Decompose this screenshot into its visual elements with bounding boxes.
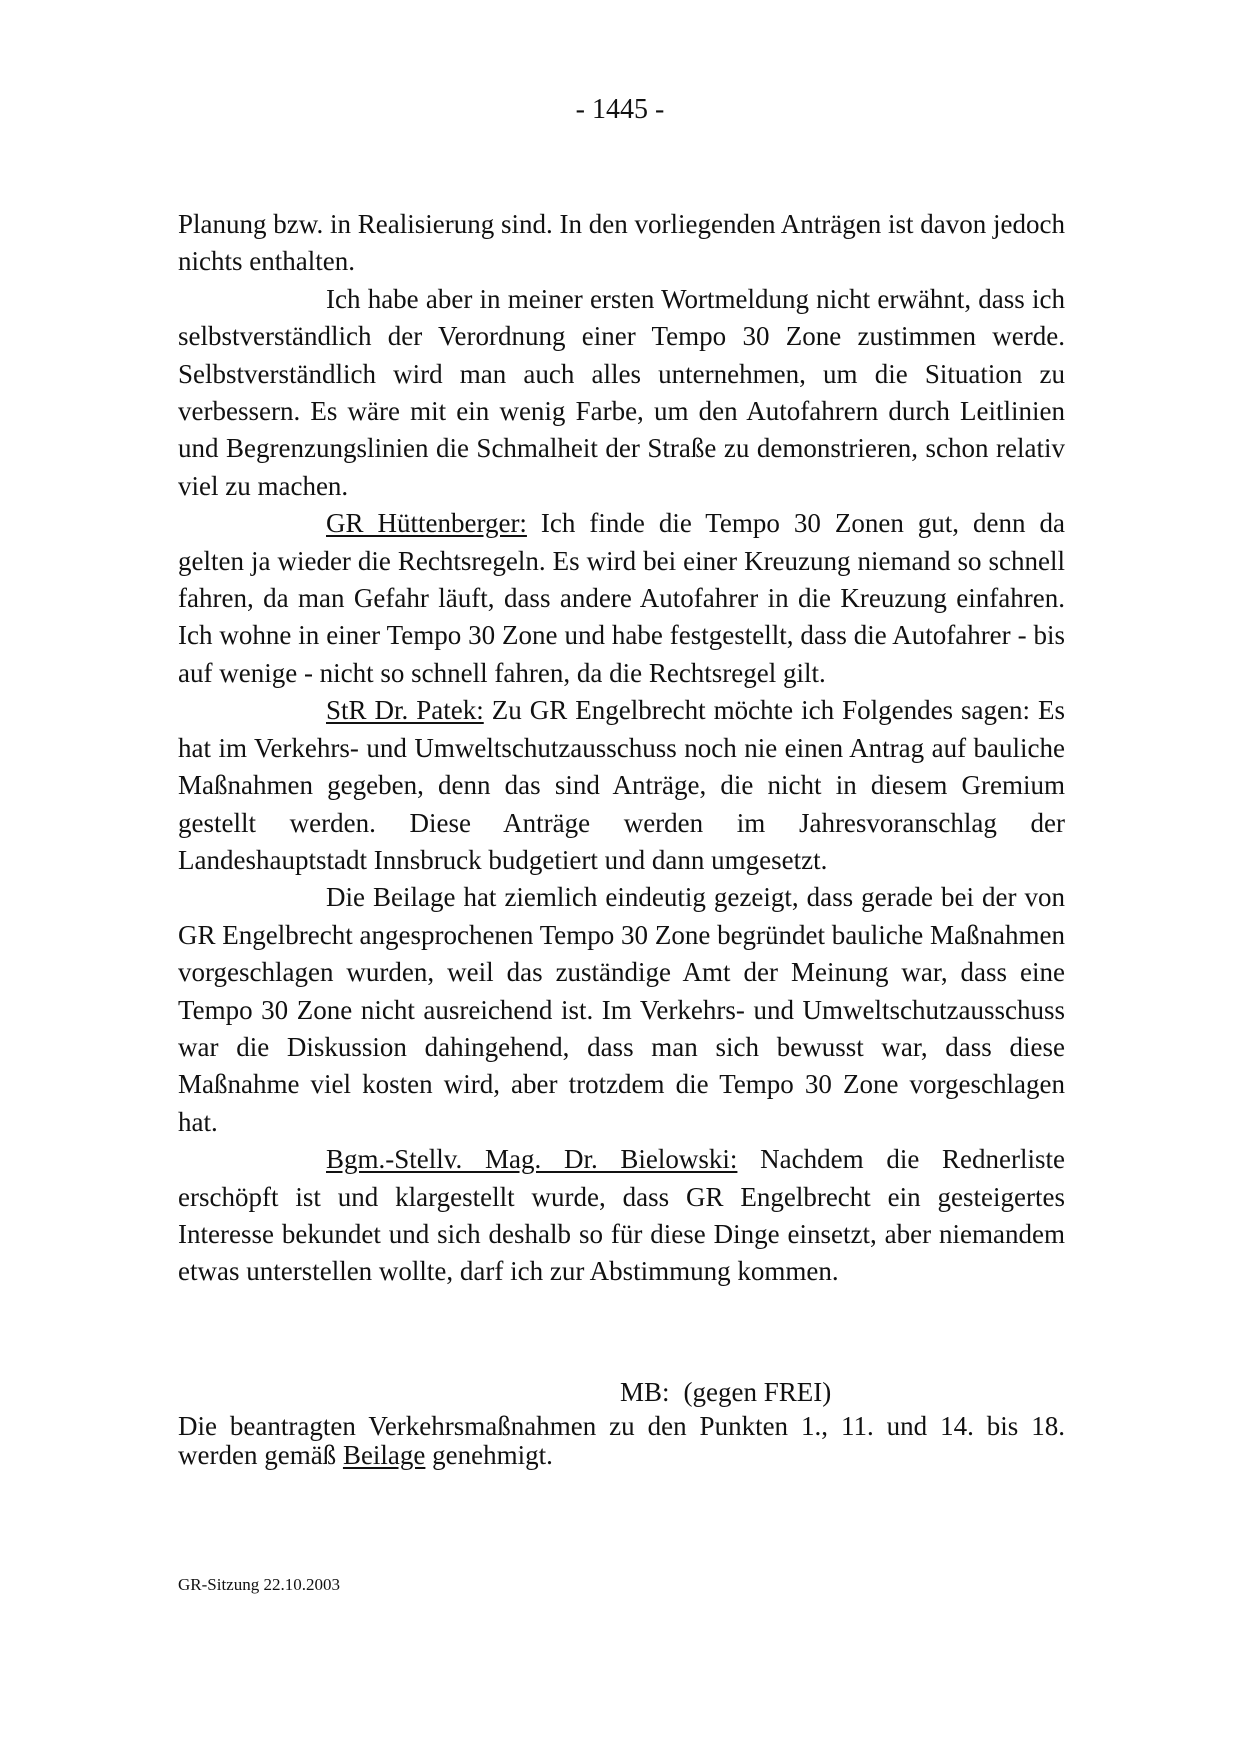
paragraph-text: Nachdem die Rednerliste erschöpft ist und klargestellt wurde, dass GR Engelbrecht ein gesteigertes Interesse bekundet und sich deshalb so für diese Dinge einsetzt, aber niemandem etwas unterstellen wollte, darf ich zur Abstimmung kommen.: [178, 1144, 1066, 1287]
vote-label: MB:: [620, 1377, 670, 1407]
paragraph-speaker-bielowski: [178, 1141, 1065, 1291]
resolution-text-after: genehmigt.: [432, 1440, 553, 1470]
paragraph-text: Ich habe aber in meiner ersten Wortmeldung nicht erwähnt, dass ich selbstverständlich der Verordnung einer Tempo 30 Zone zustimmen werde. Selbstverständlich wird man auch alles unternehmen, um die Situation zu verbessern. Es wäre mit ein wenig Farbe, um den Autofahrern durch Leitlinien und Begrenzungslinien die Schmalheit der Straße zu demonstrieren, schon relativ viel zu machen.: [178, 283, 1065, 501]
page-number: - 1445 -: [575, 94, 665, 125]
paragraph-text: Ich finde die Tempo 30 Zonen gut, denn da gelten ja wieder die Rechtsregeln. Es wird bei einer Kreuzung niemand so schnell fahren, da man Gefahr läuft, dass andere Autofahrer in die Kreuzung einfahren. Ich wohne in einer Tempo 30 Zone und habe festgestellt, dass die Autofahrer - bis auf wenige - nicht so schnell fahren, da die Rechtsregel gilt.: [178, 508, 1065, 688]
paragraph-speaker-patek: [178, 692, 1065, 879]
resolution-text-before: Die beantragten Verkehrsmaßnahmen zu den Punkten 1., 11. und 14. bis 18. werden gemäß: [178, 1411, 1065, 1470]
beilage-reference: Beilage: [342, 1440, 426, 1470]
vote-outcome: (gegen FREI): [683, 1377, 832, 1407]
footer-session-date: GR-Sitzung 22.10.2003: [178, 1575, 340, 1594]
paragraph-text: Die Beilage hat ziemlich eindeutig gezeigt, dass gerade bei der von GR Engelbrecht angesprochenen Tempo 30 Zone begründet bauliche Maßnahmen vorgeschlagen wurden, weil das zuständige Amt der Meinung war, dass eine Tempo 30 Zone nicht ausreichend ist. Im Verkehrs- und Umweltschutzausschuss war die Diskussion dahingehend, dass man sich bewusst war, dass diese Maßnahme viel kosten wird, aber trotzdem die Tempo 30 Zone vorgeschlagen hat.: [178, 882, 1065, 1137]
speaker-name: GR Hüttenberger:: [326, 508, 527, 539]
paragraph-text: Zu GR Engelbrecht möchte ich Folgendes sagen: Es hat im Verkehrs- und Umweltschutzausschuss noch nie einen Antrag auf bauliche Maßnahmen gegeben, denn das sind Anträge, die nicht in diesem Gremium gestellt werden. Diese Anträge werden im Jahresvoranschlag der Landeshauptstadt Innsbruck budgetiert und dann umgesetzt.: [178, 695, 1066, 875]
resolution-text: [178, 1412, 1065, 1470]
speaker-name: Bgm.-Stellv. Mag. Dr. Bielowski:: [326, 1144, 738, 1175]
paragraph-statement: [178, 879, 1065, 1141]
paragraph-statement: [178, 281, 1065, 505]
vote-result: [620, 1374, 831, 1410]
paragraph-speaker-huettenberger: [178, 505, 1065, 692]
speaker-name: StR Dr. Patek:: [326, 695, 484, 726]
paragraph-continuation: [178, 206, 1065, 281]
paragraph-text: Planung bzw. in Realisierung sind. In den vorliegenden Anträgen ist davon jedoch nichts enthalten.: [178, 209, 1065, 277]
minutes-body: [178, 206, 1065, 1291]
